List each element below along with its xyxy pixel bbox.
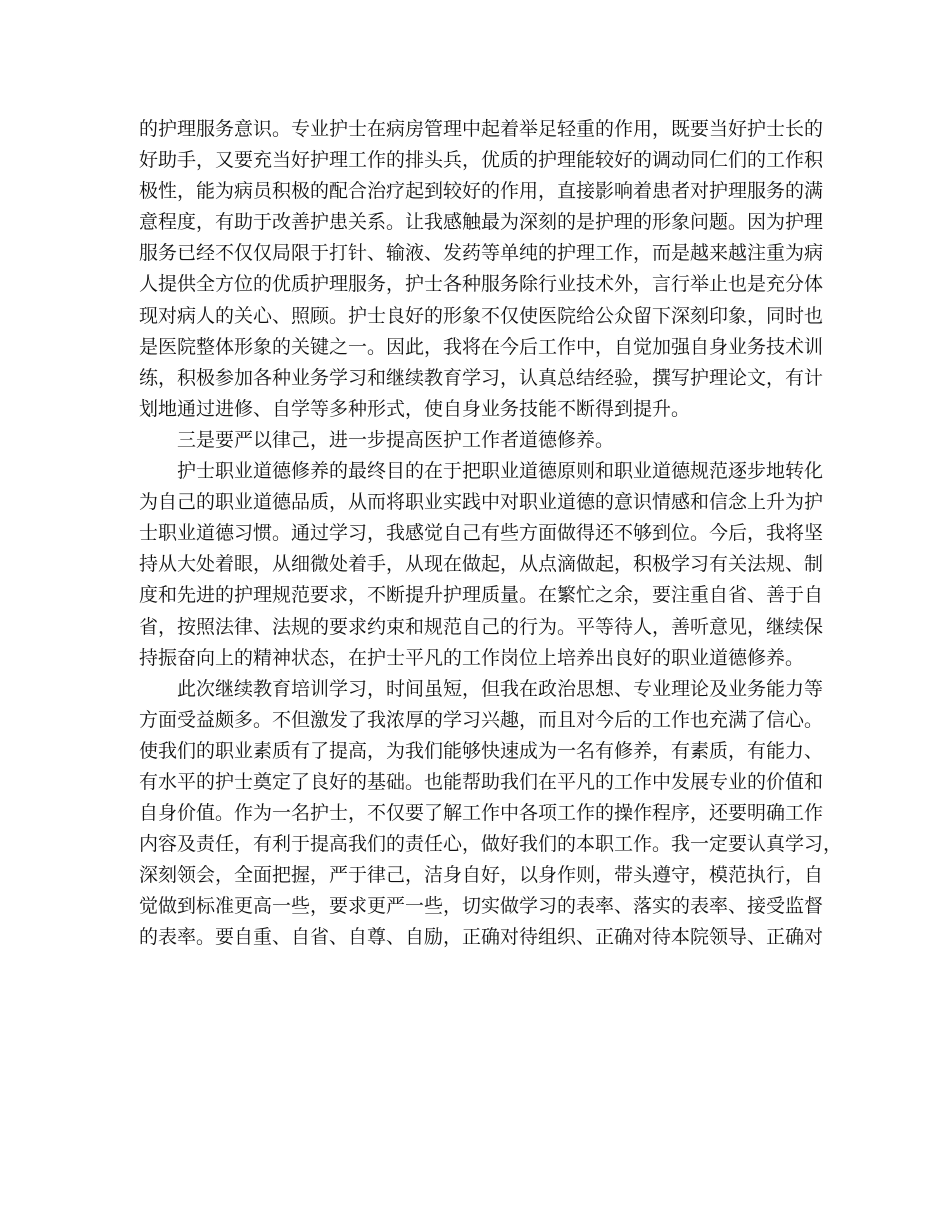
text-line: 为自己的职业道德品质，从而将职业实践中对职业道德的意识情感和信念上升为护: [139, 491, 824, 514]
text-line: 有水平的护士奠定了良好的基础。也能帮助我们在平凡的工作中发展专业的价值和: [139, 770, 824, 793]
text-line: 人提供全方位的优质护理服务，护士各种服务除行业技术外，言行举止也是充分体: [139, 273, 824, 296]
text-line: 内容及责任，有利于提高我们的责任心，做好我们的本职工作。我一定要认真学习，: [139, 833, 843, 856]
text-line: 省，按照法律、法规的要求约束和规范自己的行为。平等待人，善听意见，继续保: [139, 615, 824, 638]
text-line: 现对病人的关心、照顾。护士良好的形象不仅使医院给公众留下深刻印象，同时也: [139, 304, 824, 327]
text-line: 持振奋向上的精神状态，在护士平凡的工作岗位上培养出良好的职业道德修养。: [139, 646, 805, 669]
text-line: 极性，能为病员积极的配合治疗起到较好的作用，直接影响着患者对护理服务的满: [139, 180, 824, 203]
text-line: 三是要严以律己，进一步提高医护工作者道德修养。: [177, 428, 615, 451]
text-line: 是医院整体形象的关键之一。因此，我将在今后工作中，自觉加强自身业务技术训: [139, 335, 824, 358]
text-line: 士职业道德习惯。通过学习，我感觉自己有些方面做得还不够到位。今后，我将坚: [139, 522, 824, 545]
text-line: 方面受益颇多。不但激发了我浓厚的学习兴趣，而且对今后的工作也充满了信心。: [139, 708, 824, 731]
text-line: 练，积极参加各种业务学习和继续教育学习，认真总结经验，撰写护理论文，有计: [139, 366, 824, 389]
text-line: 服务已经不仅仅局限于打针、输液、发药等单纯的护理工作，而是越来越注重为病: [139, 242, 824, 265]
text-line: 意程度，有助于改善护患关系。让我感触最为深刻的是护理的形象问题。因为护理: [139, 211, 824, 234]
text-line: 度和先进的护理规范要求，不断提升护理质量。在繁忙之余，要注重自省、善于自: [139, 584, 824, 607]
text-line: 深刻领会，全面把握，严于律己，洁身自好，以身作则，带头遵守，模范执行，自: [139, 864, 824, 887]
text-line: 划地通过进修、自学等多种形式，使自身业务技能不断得到提升。: [139, 397, 691, 420]
text-line: 持从大处着眼，从细微处着手，从现在做起，从点滴做起，积极学习有关法规、制: [139, 553, 824, 576]
text-line: 自身价值。作为一名护士，不仅要了解工作中各项工作的操作程序，还要明确工作: [139, 802, 824, 825]
text-line: 的护理服务意识。专业护士在病房管理中起着举足轻重的作用，既要当好护士长的: [139, 118, 824, 140]
text-line: 好助手，又要充当好护理工作的排头兵，优质的护理能较好的调动同仁们的工作积: [139, 149, 824, 172]
text-line: 的表率。要自重、自省、自尊、自励，正确对待组织、正确对待本院领导、正确对: [139, 926, 824, 949]
text-line: 此次继续教育培训学习，时间虽短，但我在政治思想、专业理论及业务能力等: [177, 677, 824, 700]
text-line: 使我们的职业素质有了提高，为我们能够快速成为一名有修养，有素质，有能力、: [139, 739, 824, 762]
text-line: 护士职业道德修养的最终目的在于把职业道德原则和职业道德规范逐步地转化: [177, 460, 824, 483]
text-line: 觉做到标准更高一些，要求更严一些，切实做学习的表率、落实的表率、接受监督: [139, 895, 824, 918]
document-body: [139, 114, 843, 954]
